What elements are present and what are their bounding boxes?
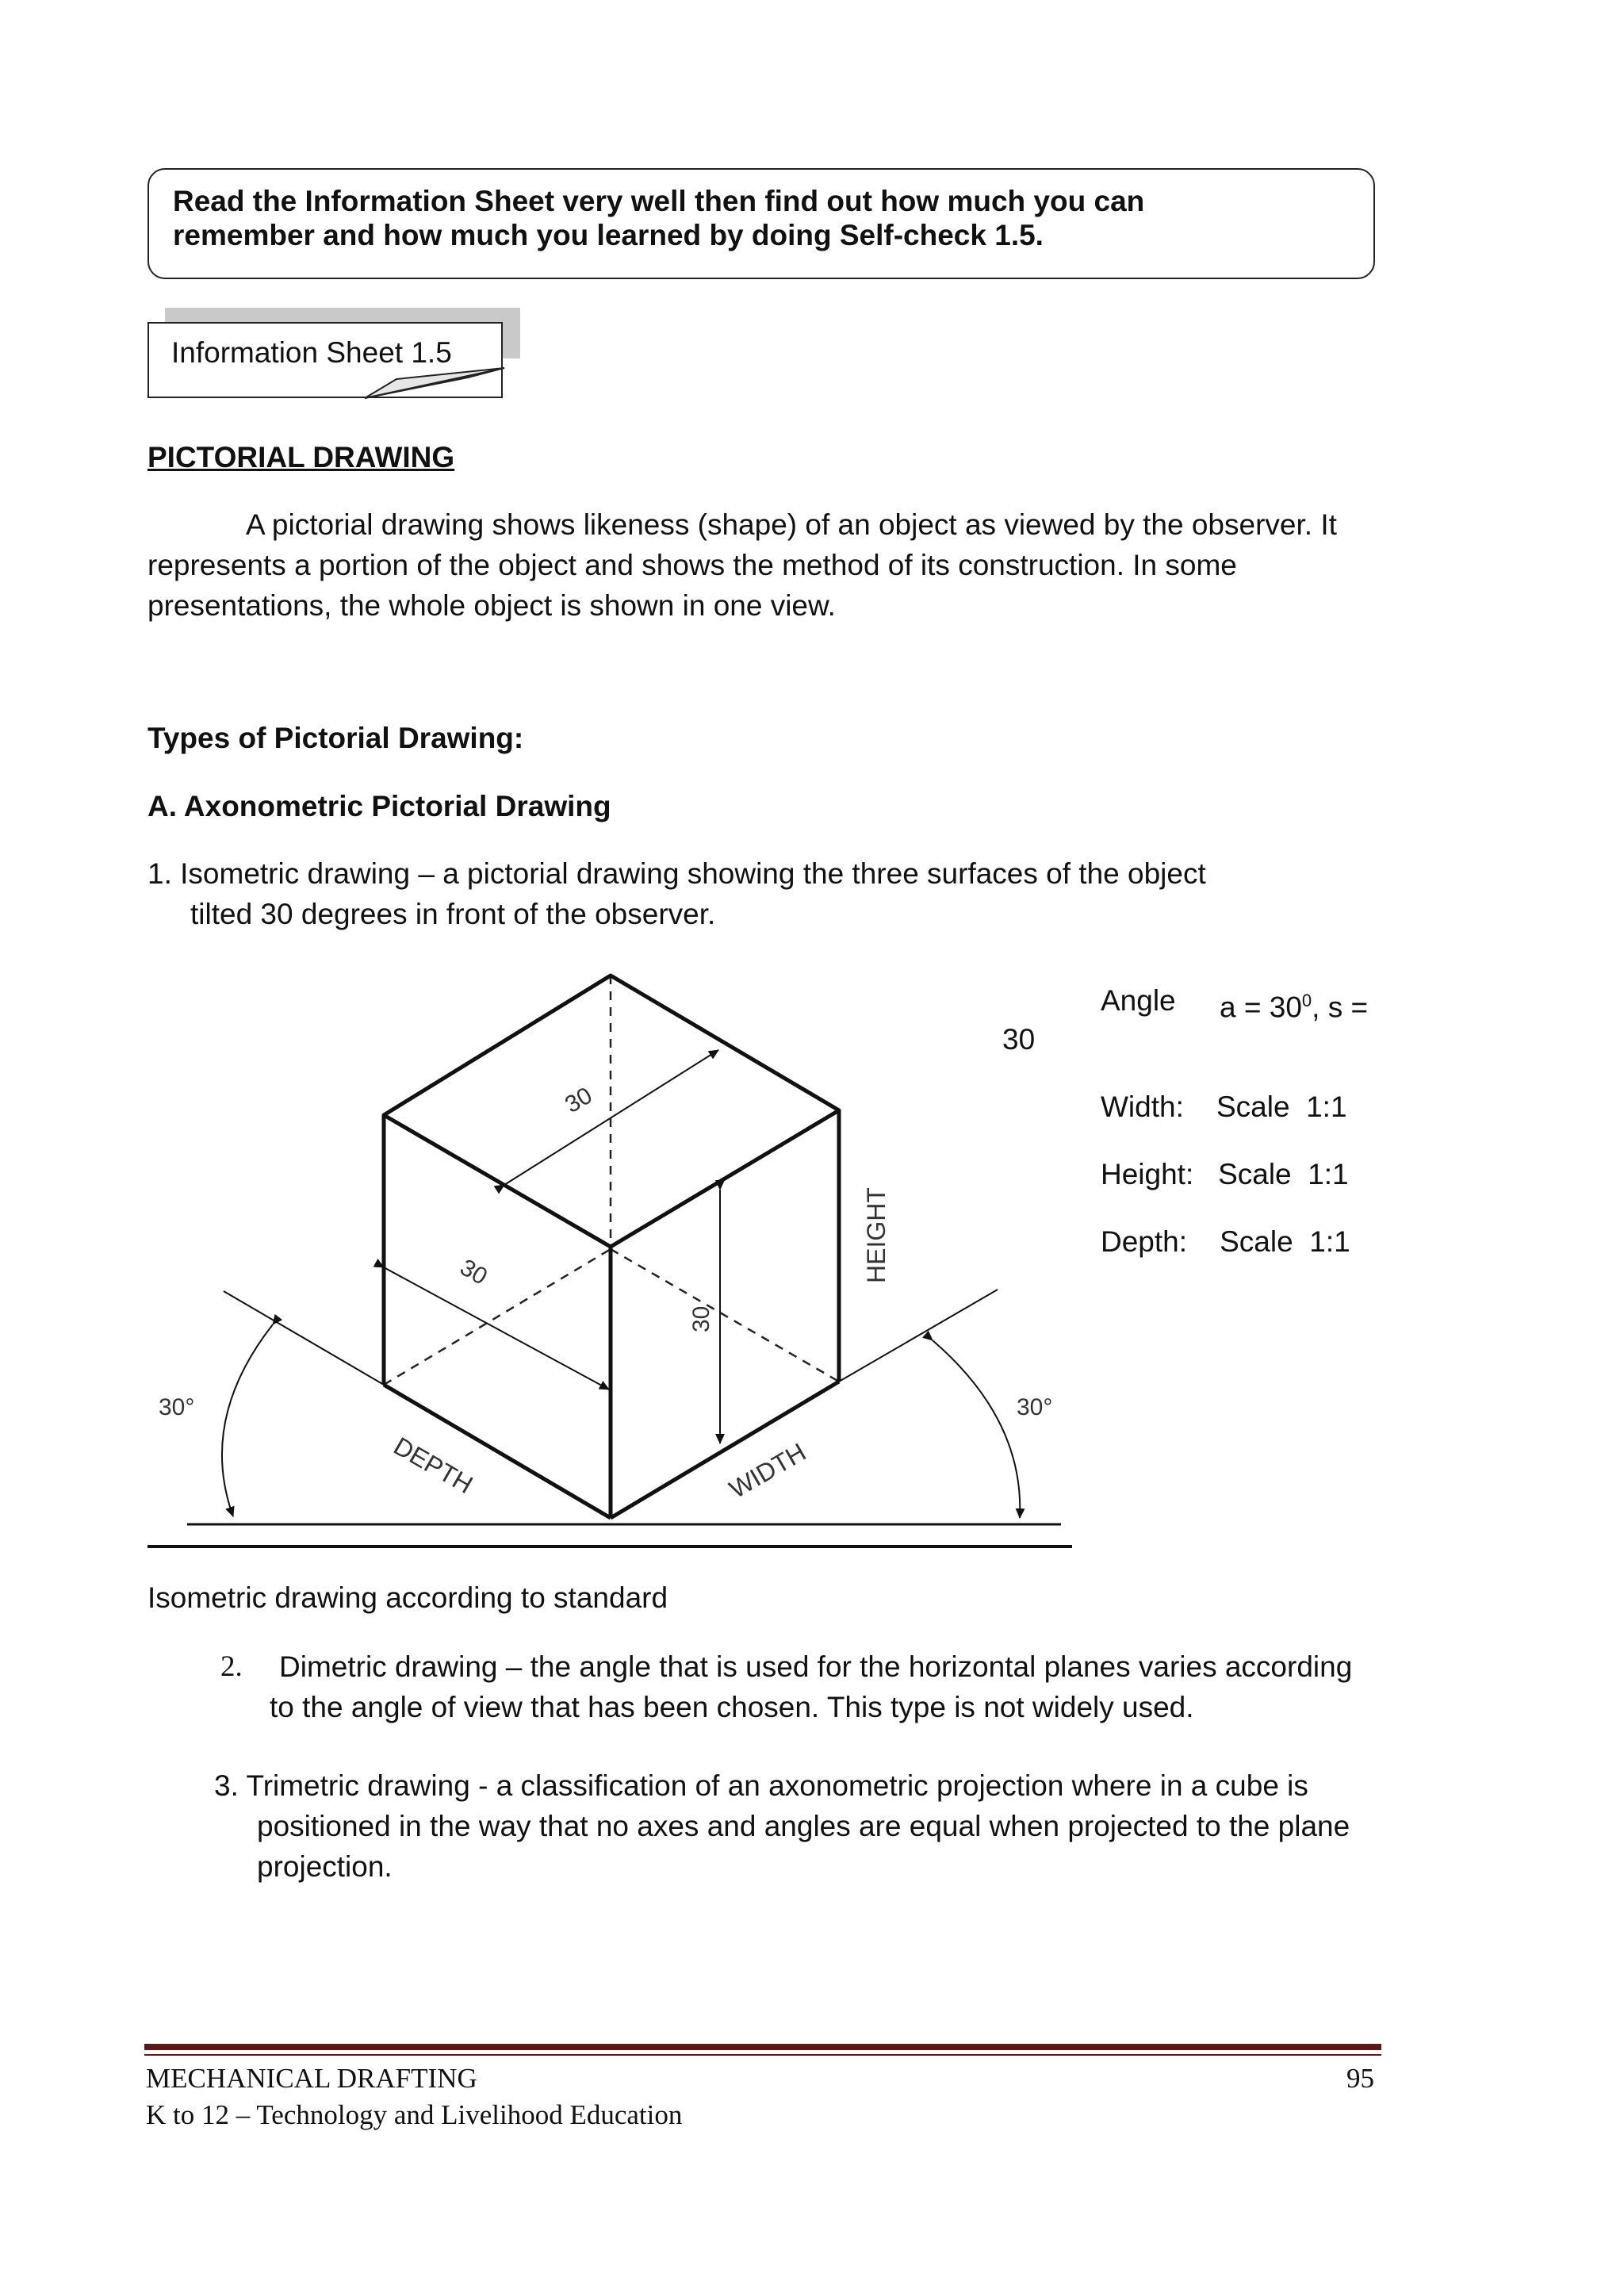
- spec-width: Width: Scale 1:1: [1101, 1091, 1347, 1123]
- item1-line-2: tilted 30 degrees in front of the observer.: [190, 898, 716, 930]
- intro-line-1: A pictorial drawing shows likeness (shape) of an object as viewed by the observer. It: [246, 508, 1337, 541]
- dim-label-depth: 30: [455, 1254, 492, 1290]
- section-title: PICTORIAL DRAWING: [147, 441, 455, 473]
- page-curl-icon: [349, 362, 508, 401]
- figure-caption: Isometric drawing according to standard: [147, 1581, 668, 1614]
- item2-line-1: Dimetric drawing – the angle that is used for the horizontal planes varies according: [279, 1650, 1353, 1683]
- angle-arc-left: [222, 1324, 273, 1516]
- instruction-line-1: Read the Information Sheet very well then find out how much you can: [173, 185, 1145, 217]
- spec-height: Height: Scale 1:1: [1101, 1158, 1349, 1190]
- item1-line-1: 1. Isometric drawing – a pictorial drawing showing the three surfaces of the object: [147, 857, 1206, 890]
- angle-arc-right: [933, 1340, 1020, 1518]
- types-heading: Types of Pictorial Drawing:: [147, 722, 524, 754]
- instruction-line-2: remember and how much you learned by doing Self-check 1.5.: [173, 219, 1044, 251]
- height-label: HEIGHT: [862, 1187, 891, 1283]
- angle-label-right: 30°: [1017, 1394, 1053, 1420]
- dim-label-height: 30: [688, 1305, 714, 1332]
- spec-angle-label: Angle: [1101, 984, 1176, 1017]
- axonometric-heading: A. Axonometric Pictorial Drawing: [147, 790, 611, 822]
- spec-depth: Depth: Scale 1:1: [1101, 1225, 1350, 1258]
- intro-line-3: presentations, the whole object is shown in one view.: [147, 589, 836, 622]
- item3-line-1: 3. Trimetric drawing - a classification of an axonometric projection where in a cube is: [214, 1769, 1308, 1802]
- depth-label: DEPTH: [389, 1431, 478, 1500]
- footer-subject: MECHANICAL DRAFTING: [146, 2063, 477, 2094]
- footer-rule-thick: [144, 2044, 1381, 2050]
- spec-angle-wrap: 30: [1002, 1023, 1036, 1056]
- info-sheet-label: Information Sheet 1.5: [171, 336, 452, 369]
- angle-label-left: 30°: [159, 1394, 195, 1420]
- item2-line-2: to the angle of view that has been chosen. This type is not widely used.: [270, 1691, 1194, 1723]
- width-extension-line: [839, 1290, 998, 1382]
- spec-angle-value: $a = 30^0$, s =: [1220, 991, 1369, 1024]
- width-label: WIDTH: [724, 1437, 811, 1504]
- item3-line-2: positioned in the way that no axes and angles are equal when projected to the plane: [257, 1810, 1350, 1842]
- footer-course: K to 12 – Technology and Livelihood Education: [146, 2099, 683, 2130]
- dim-arrow-top: [504, 1050, 718, 1185]
- footer-rule-thin: [144, 2054, 1381, 2056]
- item3-line-3: projection.: [257, 1850, 393, 1883]
- isometric-cube-figure: [143, 968, 1078, 1554]
- dim-arrow-depth: [384, 1267, 609, 1389]
- page-number: 95: [1346, 2063, 1374, 2094]
- dim-label-top: 30: [561, 1082, 597, 1119]
- intro-line-2: represents a portion of the object and shows the method of its construction. In some: [147, 549, 1237, 581]
- item2-number: 2.: [220, 1650, 243, 1683]
- instruction-box: [147, 168, 1375, 279]
- depth-extension-line: [224, 1291, 384, 1385]
